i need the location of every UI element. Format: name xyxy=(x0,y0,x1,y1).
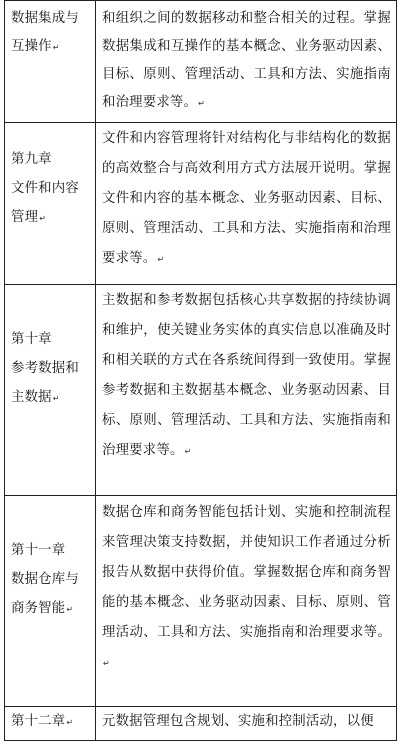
chapter-title-line xyxy=(11,174,90,233)
chapter-title-text: 参考数据和主数据 xyxy=(11,361,79,405)
chapter-title-text: 互操作 xyxy=(11,39,52,54)
description-text: 和组织之间的数据移动和整合相关的过程。掌握数据集成和互操作的基本概念、业务驱动因素、目标、原则、管理活动、工具和方法、实施指南和治理要求等。 xyxy=(102,11,391,110)
table-row xyxy=(5,707,397,741)
chapter-cell xyxy=(5,1,96,123)
description-cell xyxy=(96,1,397,123)
chapter-title-line xyxy=(11,354,90,413)
chapter-cell xyxy=(5,707,96,741)
chapter-title-line: 数据集成与 xyxy=(11,11,79,26)
chapter-number-text: 第十二章 xyxy=(11,714,66,729)
paragraph-mark: ↵ xyxy=(52,394,60,403)
description-text: 元数据管理包含规划、实施和控制活动，以便 xyxy=(102,714,374,729)
chapter-table xyxy=(4,0,397,741)
paragraph-mark: ↵ xyxy=(157,255,165,264)
chapter-title-line xyxy=(11,565,90,624)
chapter-cell xyxy=(5,496,96,707)
description-cell xyxy=(96,707,397,741)
chapter-title-text: 文件和内容管理 xyxy=(11,181,79,225)
paragraph-mark: ↵ xyxy=(103,659,110,668)
table-row xyxy=(5,285,397,496)
description-text: 数据仓库和商务智能包括计划、实施和控制流程来管理决策支持数据，并使知识工作者通过分析报告从数据中获得价值。掌握数据仓库和商务智能的基本概念、业务驱动因素、目标、原则、管理活动、工具和方法、实施指南和治理要求等。 xyxy=(102,505,391,640)
description-cell xyxy=(96,285,397,496)
table-row xyxy=(5,123,397,285)
paragraph-mark: ↵ xyxy=(198,99,206,108)
description-text: 主数据和参考数据包括核心共享数据的持续协调和维护，使关键业务实体的真实信息以准确及时和相关联的方式在各系统间得到一致使用。掌握参考数据和主数据基本概念、业务驱动因素、目标、原则、管理活动、工具和方法、实施指南和治理要求等。 xyxy=(102,293,391,458)
description-cell xyxy=(96,123,397,285)
paragraph-mark: ↵ xyxy=(66,605,74,614)
paragraph-mark: ↵ xyxy=(39,214,47,223)
chapter-number xyxy=(11,707,90,737)
table-row xyxy=(5,1,397,123)
description-text: 文件和内容管理将针对结构化与非结构化的数据的高效整合与高效利用方式方法展开说明。掌握文件和内容的基本概念、业务驱动因素、目标、原则、管理活动、工具和方法、实施指南和治理要求等。 xyxy=(102,131,391,266)
chapter-cell xyxy=(5,285,96,496)
paragraph-mark: ↵ xyxy=(184,447,192,456)
paragraph-mark: ↵ xyxy=(52,43,60,52)
chapter-title-line xyxy=(11,33,90,62)
paragraph-mark: ↵ xyxy=(66,718,74,727)
chapter-number: 第九章 xyxy=(11,152,52,167)
chapter-cell xyxy=(5,123,96,285)
chapter-title-text: 数据仓库与商务智能 xyxy=(11,572,79,616)
description-cell xyxy=(96,496,397,707)
chapter-number: 第十一章 xyxy=(11,543,66,558)
table-row xyxy=(5,496,397,707)
chapter-number: 第十章 xyxy=(11,332,52,347)
